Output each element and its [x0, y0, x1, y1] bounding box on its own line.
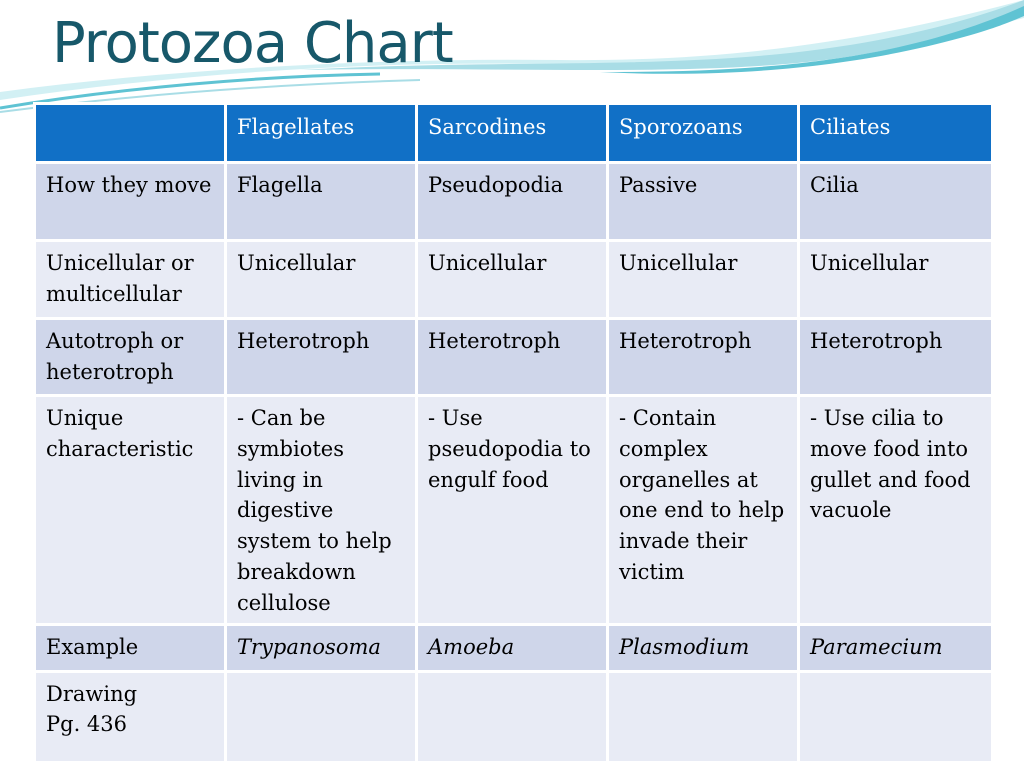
table-cell: Heterotroph [608, 319, 799, 396]
table-row-movement [35, 163, 993, 241]
protozoa-table [33, 102, 994, 764]
table-row-drawing [35, 671, 993, 762]
table-cell-example: Plasmodium [608, 624, 799, 671]
table-cell: - Can be symbiotes living in digestive system to help breakdown cellulose [226, 396, 417, 625]
table-cell-example: Paramecium [799, 624, 993, 671]
table-row-example [35, 624, 993, 671]
table-cell: - Contain complex organelles at one end to help invade their victim [608, 396, 799, 625]
drawing-cell [417, 671, 608, 762]
table-cell-example: Amoeba [417, 624, 608, 671]
header-cell-sarcodines: Sarcodines [417, 104, 608, 163]
table-cell: Cilia [799, 163, 993, 241]
table-cell: - Use cilia to move food into gullet and food vacuole [799, 396, 993, 625]
table-cell-example: Trypanosoma [226, 624, 417, 671]
table-cell: Unicellular [608, 241, 799, 319]
table-cell: - Use pseudopodia to engulf food [417, 396, 608, 625]
table-header-row [35, 104, 993, 163]
drawing-cell [799, 671, 993, 762]
table-cell: Passive [608, 163, 799, 241]
table-cell: Unicellular [799, 241, 993, 319]
header-cell-ciliates: Ciliates [799, 104, 993, 163]
row-label-line: Pg. 436 [46, 712, 128, 737]
row-label [35, 671, 226, 762]
row-label: Unique characteristic [35, 396, 226, 625]
table-cell: Unicellular [417, 241, 608, 319]
row-label: How they move [35, 163, 226, 241]
header-cell-empty [35, 104, 226, 163]
row-label: Example [35, 624, 226, 671]
table-cell: Heterotroph [417, 319, 608, 396]
table-cell: Flagella [226, 163, 417, 241]
table-cell: Unicellular [226, 241, 417, 319]
drawing-cell [226, 671, 417, 762]
header-cell-flagellates: Flagellates [226, 104, 417, 163]
row-label-line: Drawing [46, 681, 138, 706]
page-title: Protozoa Chart [52, 11, 453, 76]
table-cell: Heterotroph [226, 319, 417, 396]
row-label: Autotroph or heterotroph [35, 319, 226, 396]
table-row-trophism [35, 319, 993, 396]
row-label: Unicellular or multicellular [35, 241, 226, 319]
header-cell-sporozoans: Sporozoans [608, 104, 799, 163]
table-cell: Pseudopodia [417, 163, 608, 241]
table-cell: Heterotroph [799, 319, 993, 396]
table-row-cellularity [35, 241, 993, 319]
table-row-unique-characteristic [35, 396, 993, 625]
drawing-cell [608, 671, 799, 762]
